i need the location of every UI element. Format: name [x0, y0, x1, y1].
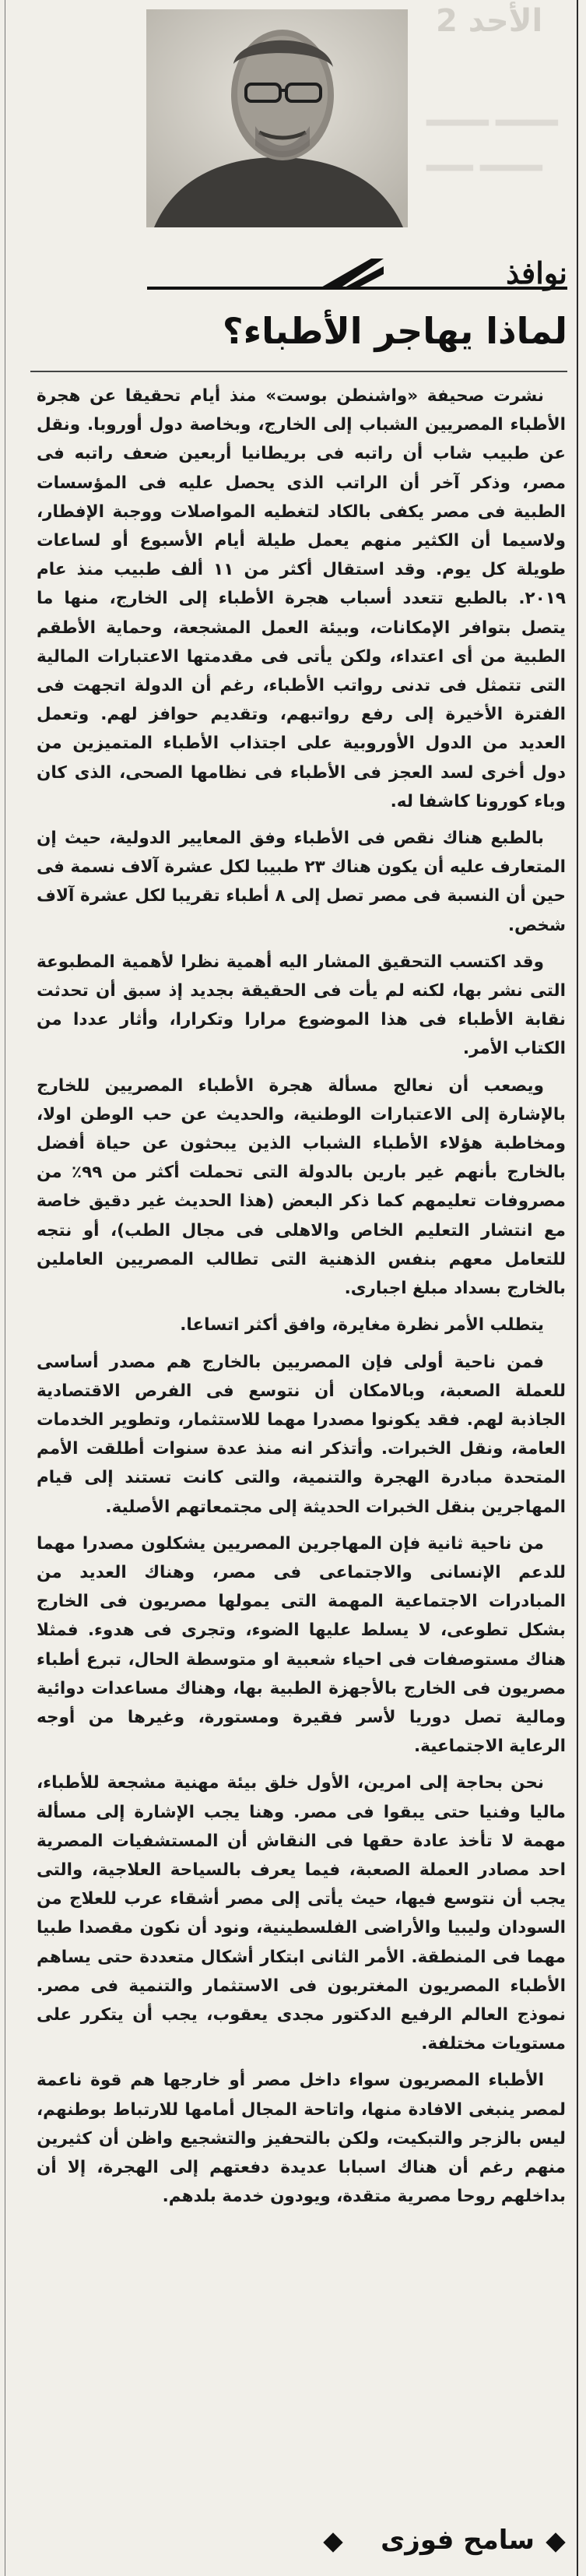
article-title: لماذا يهاجر الأطباء؟ — [222, 310, 567, 352]
article-paragraph: من ناحية ثانية فإن المهاجرين المصريين يشكلون مصدرا مهما للدعم الإنسانى والاجتماعى فى مصر، وهناك العديد من المبادرات الاجتماعية المهمة التى يمولها مصريون فى الخارج بشكل تطوعى، لا يسلط عليها الضوء، وتجرى فى هدوء. فمثلا هناك مستوصفات فى احياء شعبية او متوسطة الحال، تبرع أطباء مصريون فى الخارج بالأجهزة الطبية بها، وهناك مساعدات دوائية ومالية تصل دوريا لأسر فقيرة ومستورة، وغيرها من أوجه الرعاية الاجتماعية. — [37, 1533, 566, 1757]
article-paragraph: نحن بحاجة إلى امرين، الأول خلق بيئة مهنية مشجعة للأطباء، ماليا وفنيا حتى يبقوا فى مصر. وهنا يجب الإشارة إلى مسألة مهمة لا تأخذ عادة حقها فى النقاش أن المستشفيات المصرية احد مصادر العملة الصعبة، فيما يعرف بالسياحة العلاجية، والتى يجب أن نتوسع فيها، حيث يأتى إلى مصر أشقاء عرب للعلاج من السودان وليبيا والأراضى الفلسطينية، ونود أن نكون مقصدا طبيا مهما فى المنطقة. الأمر الثانى ابتكار أشكال متعددة حتى يساهم الأطباء المصريون المغتربون فى الاستثمار والتنمية فى مصر. نموذج العالم الرفيع الدكتور مجدى يعقوب، يجب أن يتكرر على مستويات مختلفة. — [37, 1773, 566, 2054]
column-name: نوافذ — [506, 255, 567, 290]
author-name: سامح فوزى — [381, 2525, 535, 2556]
column-header — [0, 0, 586, 249]
author-portrait-image — [146, 9, 408, 227]
article-paragraph: نشرت صحيفة «واشنطن بوست» منذ أيام تحقيقا عن هجرة الأطباء المصريين الشباب إلى الخارج، وبخاصة دول أوروبا. ونقل عن طبيب شاب أن راتبه فى بريطانيا أربعين ضعف راتبه فى مصر، وذكر آخر أن الراتب الذى يحصل عليه فى المؤسسات الطبية فى مصر يكفى بالكاد لتغطيه المواصلات ووجبة الإفطار، ولاسيما أن الكثير منهم يعمل طيلة أيام الأسبوع أو لساعات طويلة كل يوم. وقد استقال أكثر من ١١ ألف طبيب منذ عام ٢٠١٩. بالطبع تتعدد أسباب هجرة الأطباء إلى الخارج، منها ما يتصل بتوافر الإمكانات، وبيئة العمل المشجعة، وحماية الأطقم الطبية من أى اعتداء، ولكن يأتى فى مقدمتها الاعتبارات المالية التى تتمثل فى تدنى رواتب الأطباء، رغم أن الدولة اتجهت فى الفترة الأخيرة إلى رفع رواتبهم، وتقديم حوافز لهم. وتعمل العديد من الدول الأوروبية على اجتذاب الأطباء المتميزين من دول أخرى لسد العجز فى الأطباء فى نظامها الصحى، الذى كان وباء كورونا كاشفا له. — [37, 386, 566, 811]
diamond-icon — [323, 2532, 342, 2552]
title-divider — [30, 371, 567, 372]
article-paragraph: الأطباء المصريون سواء داخل مصر أو خارجها هم قوة ناعمة لمصر ينبغى الافادة منها، واتاحة المجال أمامها للارتباط بوطنهم، ليس بالزجر والتبكيت، ولكن بالتحفيز والتشجيع واظن أن كثيرين منهم رغم أن هناك اسبابا عديدة دفعتهم إلى الهجرة، إلا أن بداخلهم روحا مصرية متقدة، ويودون خدمة بلدهم. — [37, 2071, 566, 2207]
column-logo — [147, 255, 567, 307]
diamond-icon — [546, 2532, 565, 2552]
article-paragraph: بالطبع هناك نقص فى الأطباء وفق المعايير الدولية، حيث إن المتعارف عليه أن يكون هناك ٢٣ طبيبا لكل عشرة آلاف نسمة فى حين أن النسبة فى مصر تصل إلى ٨ أطباء تقريبا لكل عشرة آلاف شخص. — [37, 829, 566, 935]
bleed-through-text: الأحد 2 — [436, 3, 543, 39]
swoosh-icon — [317, 252, 388, 294]
author-byline — [23, 2520, 567, 2564]
author-photo — [146, 9, 408, 227]
article-paragraph: وقد اكتسب التحقيق المشار اليه أهمية نظرا لأهمية المطبوعة التى نشر بها، لكنه لم يأت فى الحقيقة بجديد إذ سبق أن تحدثت نقابة الأطباء فى هذا الموضوع مرارا وتكرارا، وأثار عددا من الكتاب الأمر. — [37, 952, 566, 1059]
article-paragraph: فمن ناحية أولى فإن المصريين بالخارج هم مصدر أساسى للعملة الصعبة، وبالامكان أن نتوسع فى الفرص الاقتصادية الجاذبة لهم. فقد يكونوا مصدرا مهما للاستثمار، وتطوير الخدمات العامة، ونقل الخبرات. وأتذكر انه منذ عدة سنوات أطلقت الأمم المتحدة مبادرة الهجرة والتنمية، والتى كانت تستند إلى قيام المهاجرين بنقل الخبرات الحديثة إلى مجتمعاتهم الأصلية. — [37, 1352, 566, 1517]
article-body — [37, 382, 566, 2219]
bleed-through-text-2: ▂▂▂▂ ▂▂▂▂ — [426, 103, 559, 126]
column-border-right — [577, 0, 578, 2576]
bleed-through-text-3: ▂▂▂ ▂▂▂▂ — [426, 148, 543, 171]
article-paragraph: ويصعب أن نعالج مسألة هجرة الأطباء المصريين للخارج بالإشارة إلى الاعتبارات الوطنية، والحديث عن حب الوطن اولا، ومخاطبة هؤلاء الأطباء الشباب الذين يبحثون عن حياة أفضل بالخارج بأنهم غير بارين بالدولة التى تحملت أكثر من ٩٩٪ من مصروفات تعليمهم كما ذكر البعض (هذا الحديث غير دقيق خاصة مع انتشار التعليم الخاص والاهلى فى مجال الطب)، أو نتجه للتعامل معهم بنفس الذهنية التى تطالب المصريين العاملين بالخارج بسداد مبلغ اجبارى. — [37, 1075, 566, 1299]
article-paragraph: يتطلب الأمر نظرة مغايرة، وافق أكثر اتساعا. — [180, 1315, 544, 1336]
